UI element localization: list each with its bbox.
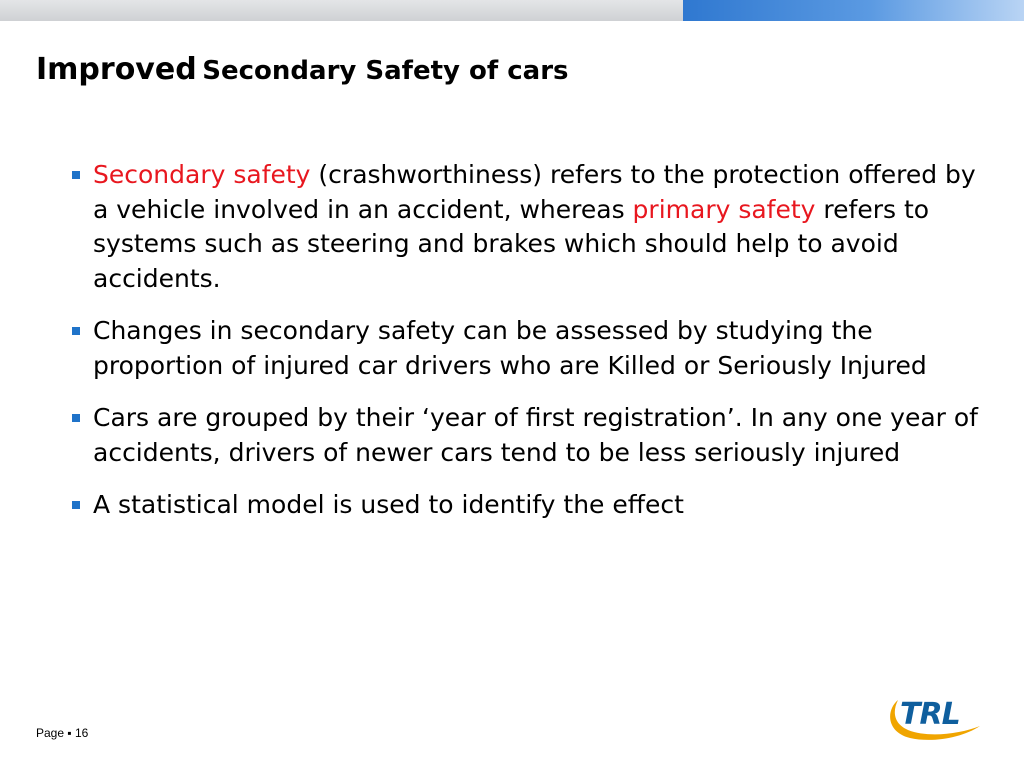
page-label: Page [36, 726, 65, 740]
top-bar-gray-segment [0, 0, 683, 21]
page-number: 16 [74, 726, 89, 740]
page-footer [36, 726, 88, 740]
highlight-primary-safety: primary safety [632, 194, 816, 224]
bullet-item [70, 314, 990, 383]
square-bullet-icon [72, 171, 80, 179]
top-bar-blue-segment [683, 0, 1024, 21]
bullet-item [70, 401, 990, 470]
bullet-item [70, 158, 990, 296]
square-bullet-icon [72, 414, 80, 422]
slide-title [36, 52, 569, 87]
top-header-bar [0, 0, 1024, 21]
bullet-text: A statistical model is used to identify the effect [93, 490, 684, 519]
page-separator: ▪ [67, 726, 72, 740]
bullet-item [70, 488, 990, 523]
bullet-text: Cars are grouped by their ‘year of first registration’. In any one year of accidents, drivers of newer cars tend to be less seriously injured [93, 403, 978, 467]
logo-text: TRL [900, 697, 960, 732]
square-bullet-icon [72, 501, 80, 509]
title-sub: Secondary Safety of cars [202, 56, 569, 86]
title-main: Improved [36, 52, 197, 87]
trl-logo [884, 688, 990, 746]
square-bullet-icon [72, 327, 80, 335]
bullet-text: refers to systems such as steering and brakes which should help to avoid accidents. [93, 194, 930, 293]
highlight-secondary-safety: Secondary safety [93, 160, 311, 189]
bullet-text: (crashworthiness) refers to the protection offered by a vehicle involved in an accident, whereas [93, 160, 976, 224]
bullet-list [70, 158, 990, 541]
bullet-text: Changes in secondary safety can be assessed by studying the proportion of injured car drivers who are Killed or Seriously Injured [93, 316, 927, 380]
